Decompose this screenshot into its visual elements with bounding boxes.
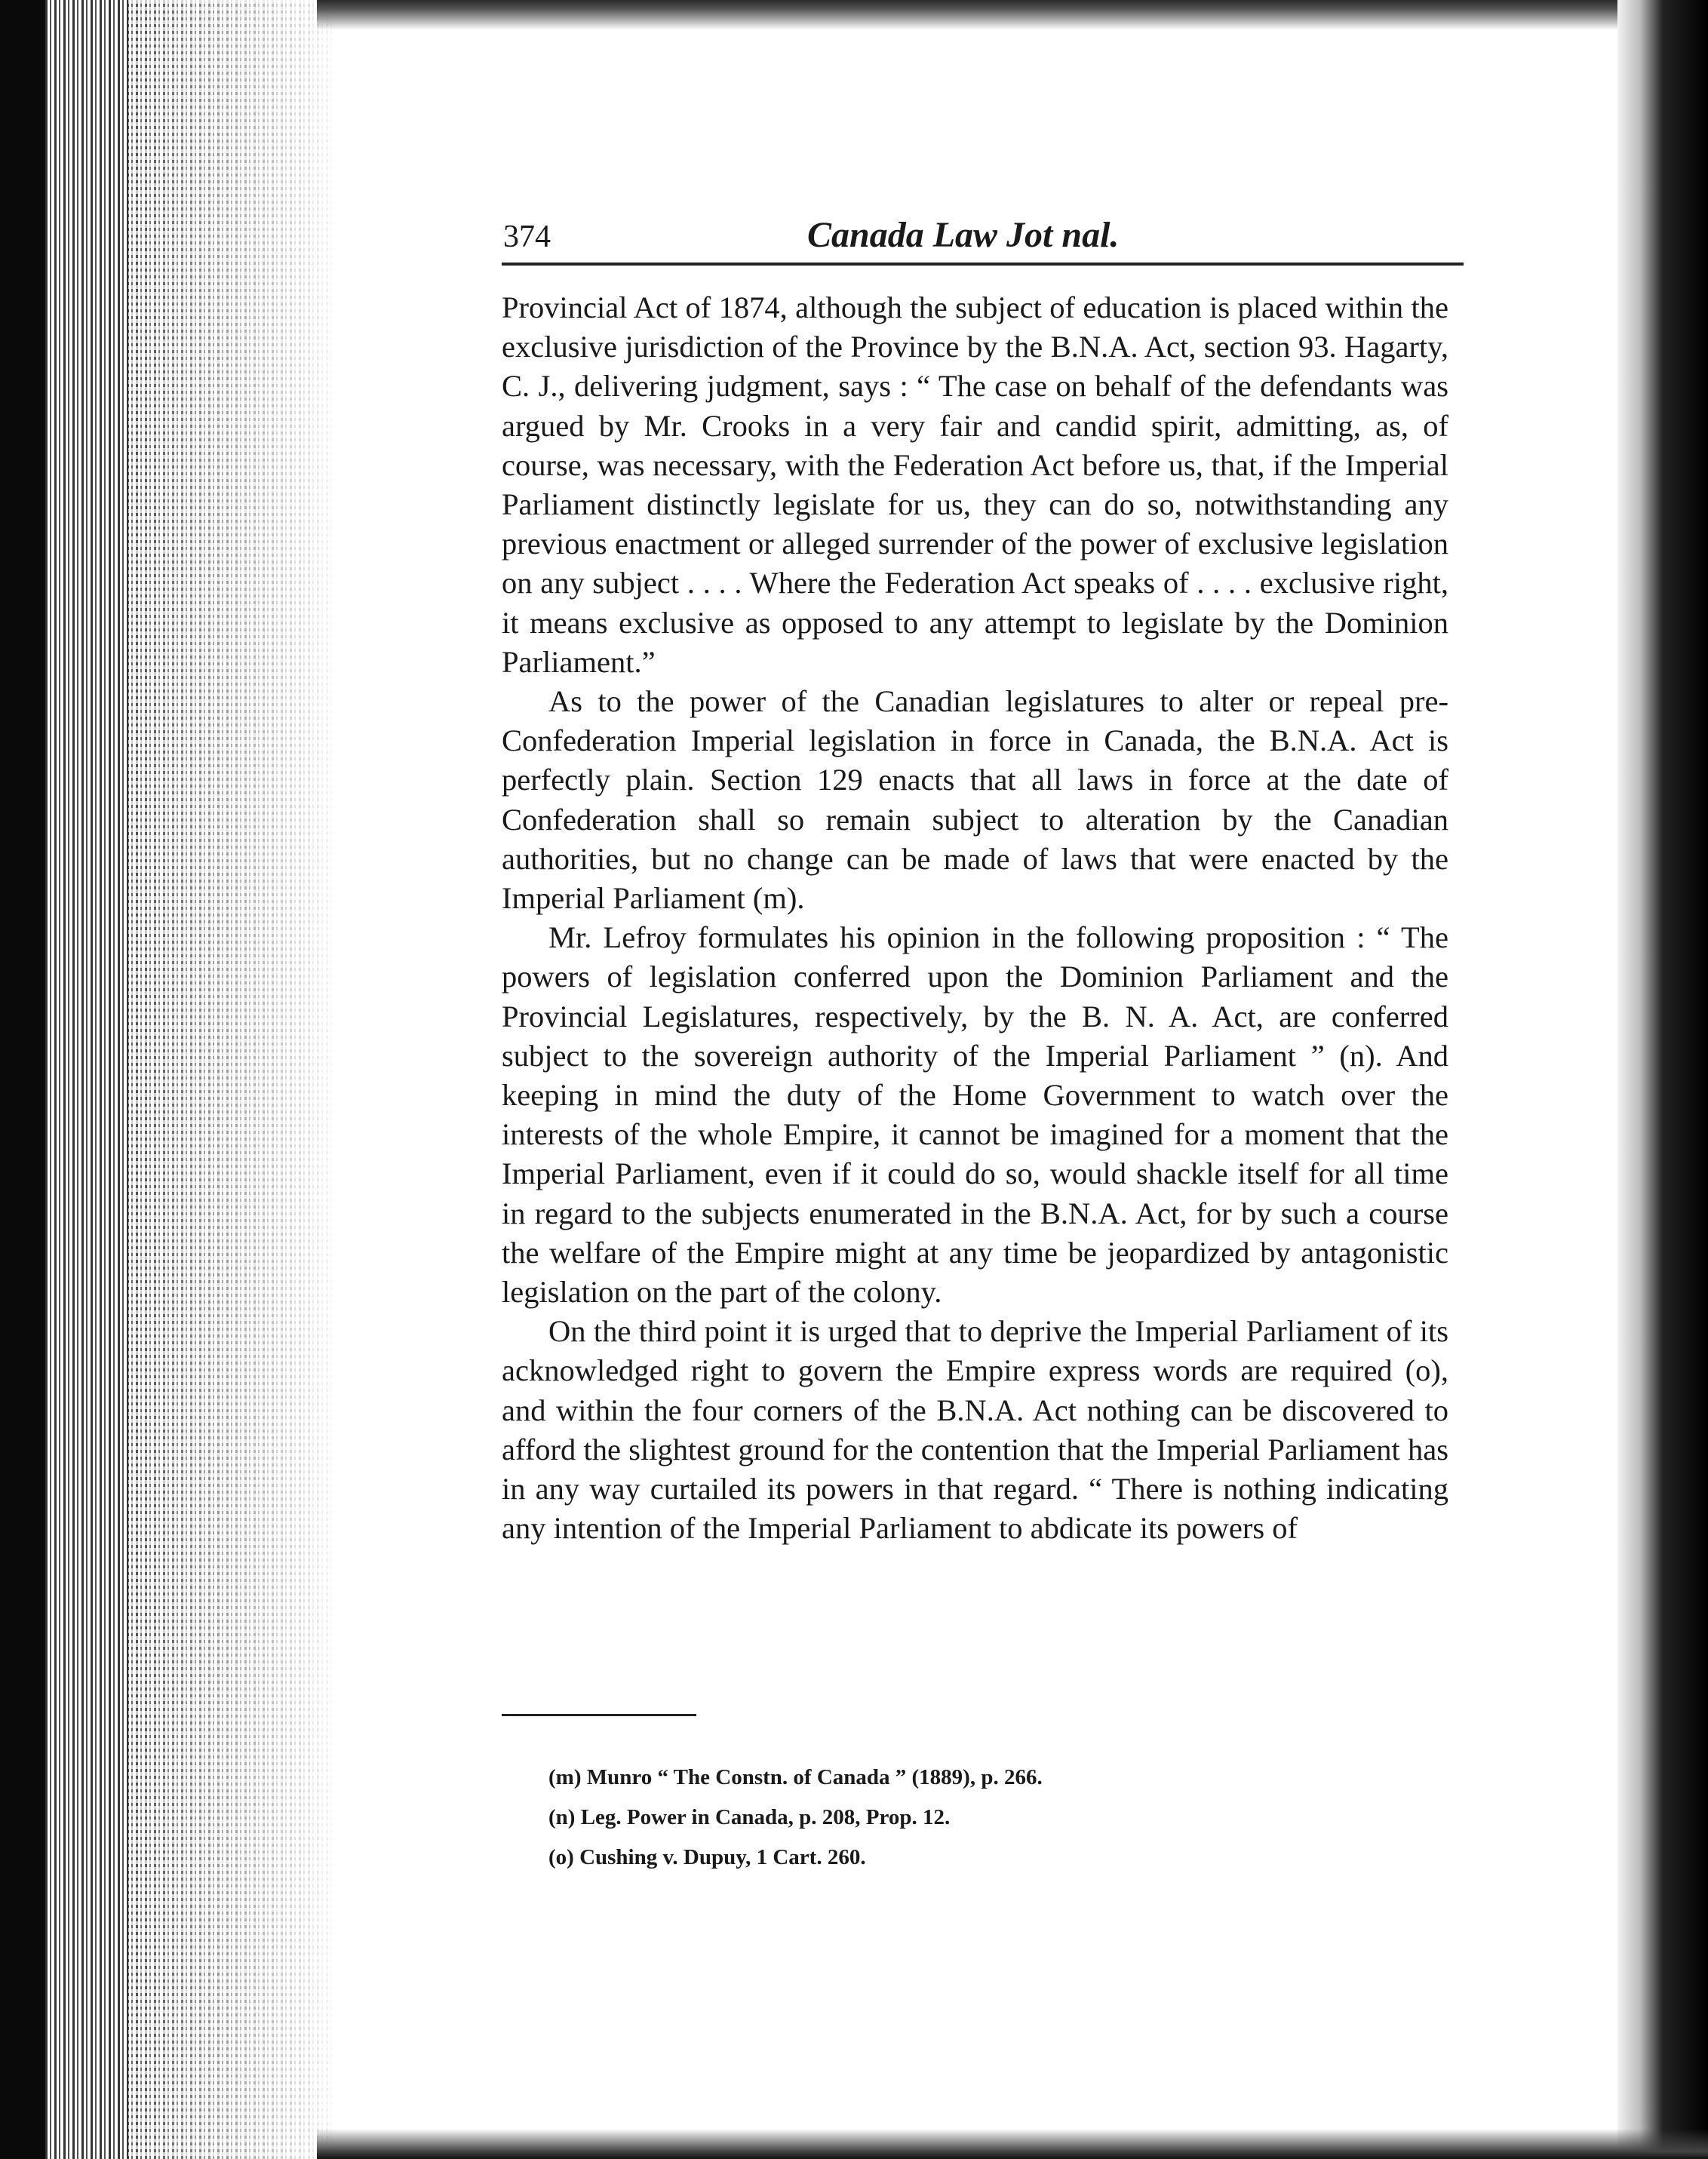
- footnote-o: (o) Cushing v. Dupuy, 1 Cart. 260.: [548, 1845, 866, 1869]
- footnotes: [548, 1758, 1378, 1878]
- running-title: Canada Law Jot nal.: [807, 215, 1120, 255]
- paragraph: As to the power of the Canadian legislatures to alter or repeal pre-Confederation Imperial legislation in force in Canada, the B.N.A. Act is perfectly plain. Section 129 enacts that all laws in force at the date of Confederation shall so remain subject to alteration by the Canadian authorities, but no change can be made of laws that were enacted by the Imperial Parliament (m).: [502, 684, 1448, 916]
- book-page: [502, 204, 1464, 1869]
- footnote-n: (n) Leg. Power in Canada, p. 208, Prop. 12.: [548, 1805, 951, 1829]
- scan-border-bottom: [317, 2129, 1708, 2159]
- page-edge-shading: [128, 0, 332, 2159]
- footnote-rule: [502, 1714, 696, 1716]
- scan-border-right: [1617, 0, 1708, 2159]
- footnote-m: (m) Munro “ The Constn. of Canada ” (1889), p. 266.: [548, 1765, 1043, 1789]
- body-text: [502, 288, 1448, 1549]
- scan-border-top: [317, 0, 1630, 30]
- page-number: 374: [503, 220, 551, 254]
- paragraph: Mr. Lefroy formulates his opinion in the following proposition : “ The powers of legislation conferred upon the Dominion Parliament and the Provincial Legislatures, respectively, by the B. N. A. Act, are conferred subject to the sovereign authority of the Imperial Parliament ” (n). And keeping in mind the duty of the Home Government to watch over the interests of the whole Empire, it cannot be imagined for a moment that the Imperial Parliament, even if it could do so, would shackle itself for all time in regard to the subjects enumerated in the B.N.A. Act, for by such a course the welfare of the Empire might at any time be jeopardized by antagonistic legislation on the part of the colony.: [502, 920, 1448, 1310]
- paragraph: Provincial Act of 1874, although the subject of education is placed within the exclusive jurisdiction of the Province by the B.N.A. Act, section 93. Hagarty, C. J., delivering judgment, says : “ The case on behalf of the defendants was argued by Mr. Crooks in a very fair and candid spirit, admitting, as, of course, was necessary, with the Federation Act before us, that, if the Imperial Parliament distinctly legislate for us, they can do so, notwithstanding any previous enactment or alleged surrender of the power of exclusive legislation on any subject . . . . Where the Federation Act speaks of . . . . exclusive right, it means exclusive as opposed to any attempt to legislate by the Dominion Parliament.”: [502, 290, 1448, 679]
- scan-border-left: [0, 0, 45, 2159]
- header-rule: [502, 263, 1464, 266]
- paragraph: On the third point it is urged that to deprive the Imperial Parliament of its acknowledged right to govern the Empire express words are required (o), and within the four corners of the B.N.A. Act nothing can be discovered to afford the slightest ground for the contention that the Imperial Parliament has in any way curtailed its powers in that regard. “ There is nothing indicating any intention of the Imperial Parliament to abdicate its powers of: [502, 1314, 1448, 1546]
- running-head: [502, 204, 1464, 264]
